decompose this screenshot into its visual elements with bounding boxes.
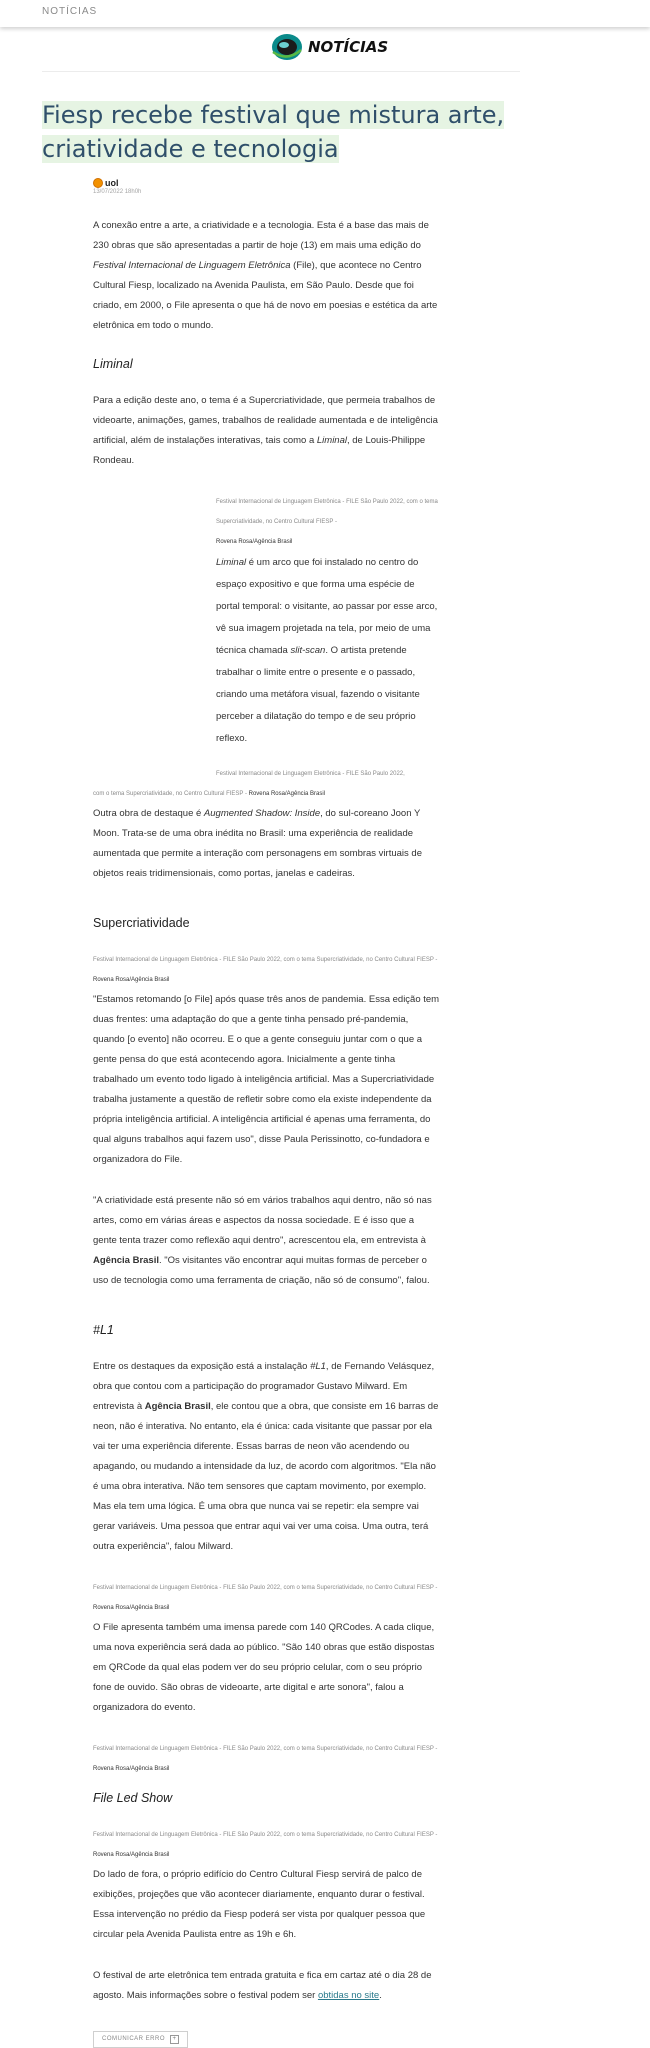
divider — [42, 71, 520, 72]
paragraph: Entre os destaques da exposição está a instalação #L1, de Fernando Velásquez, obra que contou com a participação do programador Gustavo Milward. Em entrevista à Agência Brasil, ele contou que a obra, que consiste em 16 barras de neon, não é interativa. No entanto, ela é única: cada visitante que passar por ela vai ter uma experiência diferente. Essas barras de neon vão acendendo ou apagando, ou mudando a intensidade da luz, de acordo com algoritmos. "Ela não é uma obra interativa. Não tem sensores que captam movimento, por exemplo. Mas ela tem uma lógica. É uma obra que nunca vai se repetir: ela sempre vai gerar variáveis. Uma pessoa que entrar aqui vai ver uma coisa. Uma outra, terá outra experiência", falou Milward. — [93, 1361, 439, 1552]
paragraph: Para a edição deste ano, o tema é a Supercriatividade, que permeia trabalhos de videoarte, animações, games, trabalhos de realidade aumentada e de inteligência artificial, além de instalações interativas, tais como a Liminal, de Louis-Philippe Rondeau. — [93, 395, 438, 466]
site-link[interactable]: obtidas no site — [317, 1990, 380, 2001]
subheading-led-show: File Led Show — [93, 1791, 173, 1805]
publish-date: 13/07/2022 18h0h — [93, 189, 142, 195]
brand-name: NOTÍCIAS — [308, 38, 389, 56]
paragraph: "A criatividade está presente não só em vários trabalhos aqui dentro, não só nas artes, como em várias áreas e aspectos da nossa sociedade. E é isso que a gente tenta trazer como reflexão aqui dentro", acrescentou ela, em entrevista à Agência Brasil. "Os visitantes vão encontrar aqui muitas formas de perceber o uso de tecnologia como uma ferramenta de criação, não só de consumo", falou. — [93, 1195, 432, 1286]
paragraph: Outra obra de destaque é Augmented Shadow: Inside, do sul-coreano Joon Y Moon. Trata-se de uma obra inédita no Brasil: uma experiência de realidade aumentada que permite a interação com personagens em sombras virtuais de objetos reais tridimensionais, como portas, janelas e cadeiras. — [93, 808, 422, 879]
paragraph: Liminal é um arco que foi instalado no centro do espaço expositivo e que forma uma espécie de portal temporal: o visitante, ao passar por esse arco, vê sua imagem projetada na tela, por meio de uma técnica chamada slit-scan. O artista pretende trabalhar o limite entre o presente e o passado, criando uma metáfora visual, fazendo o visitante perceber a dilatação do tempo e de seu próprio reflexo. — [216, 557, 438, 744]
photo-caption: Festival Internacional de Linguagem Eletrônica - FILE São Paulo 2022, com o tema Supercriatividade, no Centro Cultural FIESP - Rovena Rosa/Agência Brasil — [93, 771, 405, 797]
source-name: uol — [105, 178, 119, 188]
paragraph: "Estamos retomando [o File] após quase três anos de pandemia. Essa edição tem duas frentes: uma adaptação do que a gente tinha pensado pré-pandemia, quando [o evento] não ocorreu. E o que a gente conseguiu juntar com o que a gente pensa do que está acontecendo agora. Inicialmente a gente tinha trabalhado um evento todo ligado à inteligência artificial. Mas a Supercriatividade trabalha justamente a questão de refletir sobre como ela existe independente da própria inteligência artificial. A inteligência artificial é apenas uma ferramenta, do qual alguns trabalhos aqui fazem uso", disse Paula Perissinotto, co-fundadora e organizadora do File. — [93, 994, 440, 1165]
subheading-l1: #L1 — [93, 1323, 114, 1337]
article-body — [93, 216, 440, 2048]
paragraph: Do lado de fora, o próprio edifício do Centro Cultural Fiesp servirá de palco de exibições, projeções que vão acontecer diariamente, enquanto durar o festival. Essa intervenção no prédio da Fiesp poderá ser vista por qualquer pessoa que circular pela Avenida Paulista entre as 19h e 6h. — [93, 1869, 426, 1940]
photo-caption: Festival Internacional de Linguagem Eletrônica - FILE São Paulo 2022, com o tema Supercriatividade, no Centro Cultural FIESP - Rovena Rosa/Agência Brasil — [93, 957, 438, 983]
subheading-liminal: Liminal — [93, 357, 133, 371]
article-source — [93, 178, 141, 195]
plus-icon: + — [170, 2035, 179, 2044]
paragraph: O File apresenta também uma imensa parede com 140 QRCodes. A cada clique, uma nova experiência será dada ao público. "São 140 obras que estão dispostas em QRCode da qual elas podem ver do seu próprio celular, com o seu próprio fone de ouvido. São obras de videoarte, arte digital e arte sonora", falou a organizadora do evento. — [93, 1622, 435, 1713]
subheading-supercriatividade: Supercriatividade — [93, 916, 190, 930]
photo-caption-block — [216, 492, 440, 750]
paragraph: A conexão entre a arte, a criatividade e a tecnologia. Esta é a base das mais de 230 obras que são apresentadas a partir de hoje (13) em mais uma edição do Festival Internacional de Linguagem Eletrônica (File), que acontece no Centro Cultural Fiesp, localizado na Avenida Paulista, em São Paulo. Desde que foi criado, em 2000, o File apresenta o que há de novo em poesias e estética da arte eletrônica em todo o mundo. — [93, 220, 438, 331]
top-bar — [0, 0, 650, 27]
paragraph: O festival de arte eletrônica tem entrada gratuita e fica em cartaz até o dia 28 de agosto. Mais informações sobre o festival podem ser obtidas no site. — [93, 1970, 432, 2001]
report-error-label: COMUNICAR ERRO — [102, 2036, 166, 2042]
photo-caption: Festival Internacional de Linguagem Eletrônica - FILE São Paulo 2022, com o tema Supercriatividade, no Centro Cultural FIESP - Rovena Rosa/Agência Brasil — [93, 1746, 438, 1772]
brand-header[interactable] — [270, 31, 388, 63]
report-error-button[interactable] — [93, 2031, 188, 2048]
uol-logo — [93, 178, 141, 188]
article-title: Fiesp recebe festival que mistura arte, criatividade e tecnologia — [42, 101, 505, 163]
photo-caption: Festival Internacional de Linguagem Eletrônica - FILE São Paulo 2022, com o tema Supercriatividade, no Centro Cultural FIESP - Rovena Rosa/Agência Brasil — [93, 1832, 438, 1858]
section-label[interactable]: NOTÍCIAS — [42, 6, 98, 17]
globe-logo-icon — [270, 32, 304, 62]
photo-caption: Festival Internacional de Linguagem Eletrônica - FILE São Paulo 2022, com o tema Supercriatividade, no Centro Cultural FIESP - Rovena Rosa/Agência Brasil — [216, 499, 438, 545]
uol-logo-icon — [93, 178, 103, 188]
photo-caption: Festival Internacional de Linguagem Eletrônica - FILE São Paulo 2022, com o tema Supercriatividade, no Centro Cultural FIESP - Rovena Rosa/Agência Brasil — [93, 1585, 438, 1611]
